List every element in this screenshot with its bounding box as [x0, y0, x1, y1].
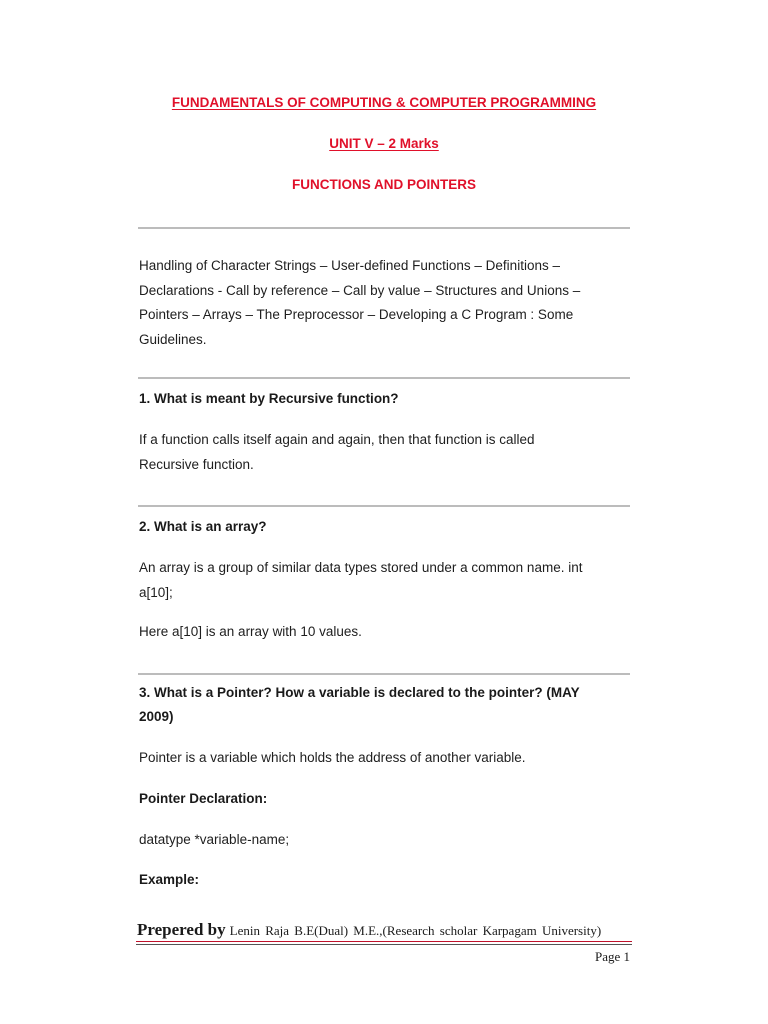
- declaration-code: datatype *variable-name;: [139, 832, 290, 847]
- answer-line: An array is a group of similar data types stored under a common name. int: [139, 560, 583, 575]
- page-number: Page 1: [594, 949, 630, 964]
- answer-line: a[10];: [139, 584, 173, 600]
- prepared-label: Prepered by: [137, 920, 226, 939]
- syllabus-line: Declarations - Call by reference – Call by value – Structures and Unions –: [139, 282, 581, 298]
- divider: [138, 227, 630, 229]
- footer-divider: [136, 941, 632, 942]
- divider: [138, 505, 630, 507]
- question-3: [139, 681, 619, 729]
- answer-2-extra: Here a[10] is an array with 10 values.: [139, 624, 362, 639]
- divider: [138, 377, 630, 379]
- question-line: 3. What is a Pointer? How a variable is declared to the pointer? (MAY: [139, 685, 580, 700]
- author-credit: Lenin Raja B.E(Dual) M.E.,(Research scholar Karpagam University): [229, 923, 602, 938]
- topic-heading: FUNCTIONS AND POINTERS: [291, 177, 476, 192]
- answer-1: [139, 428, 619, 477]
- answer-line: If a function calls itself again and again, then that function is called: [139, 432, 535, 447]
- footer-divider-shadow: [136, 944, 632, 945]
- syllabus-line: Guidelines.: [139, 331, 207, 347]
- example-heading: Example:: [139, 872, 200, 887]
- syllabus-text: [139, 254, 619, 352]
- answer-2: [139, 556, 619, 605]
- answer-line: Recursive function.: [139, 456, 254, 472]
- question-line: 2009): [139, 709, 174, 724]
- divider: [138, 673, 630, 675]
- pointer-declaration-heading: Pointer Declaration:: [139, 791, 268, 806]
- unit-heading: UNIT V – 2 Marks: [329, 136, 439, 151]
- prepared-by: [137, 920, 601, 940]
- question-1: 1. What is meant by Recursive function?: [139, 391, 399, 406]
- document-title: FUNDAMENTALS OF COMPUTING & COMPUTER PROGRAMMING: [171, 95, 597, 110]
- syllabus-line: Pointers – Arrays – The Preprocessor – Developing a C Program : Some: [139, 307, 574, 322]
- answer-3: Pointer is a variable which holds the address of another variable.: [139, 750, 526, 765]
- question-2: 2. What is an array?: [139, 519, 267, 534]
- syllabus-line: Handling of Character Strings – User-defined Functions – Definitions –: [139, 258, 560, 273]
